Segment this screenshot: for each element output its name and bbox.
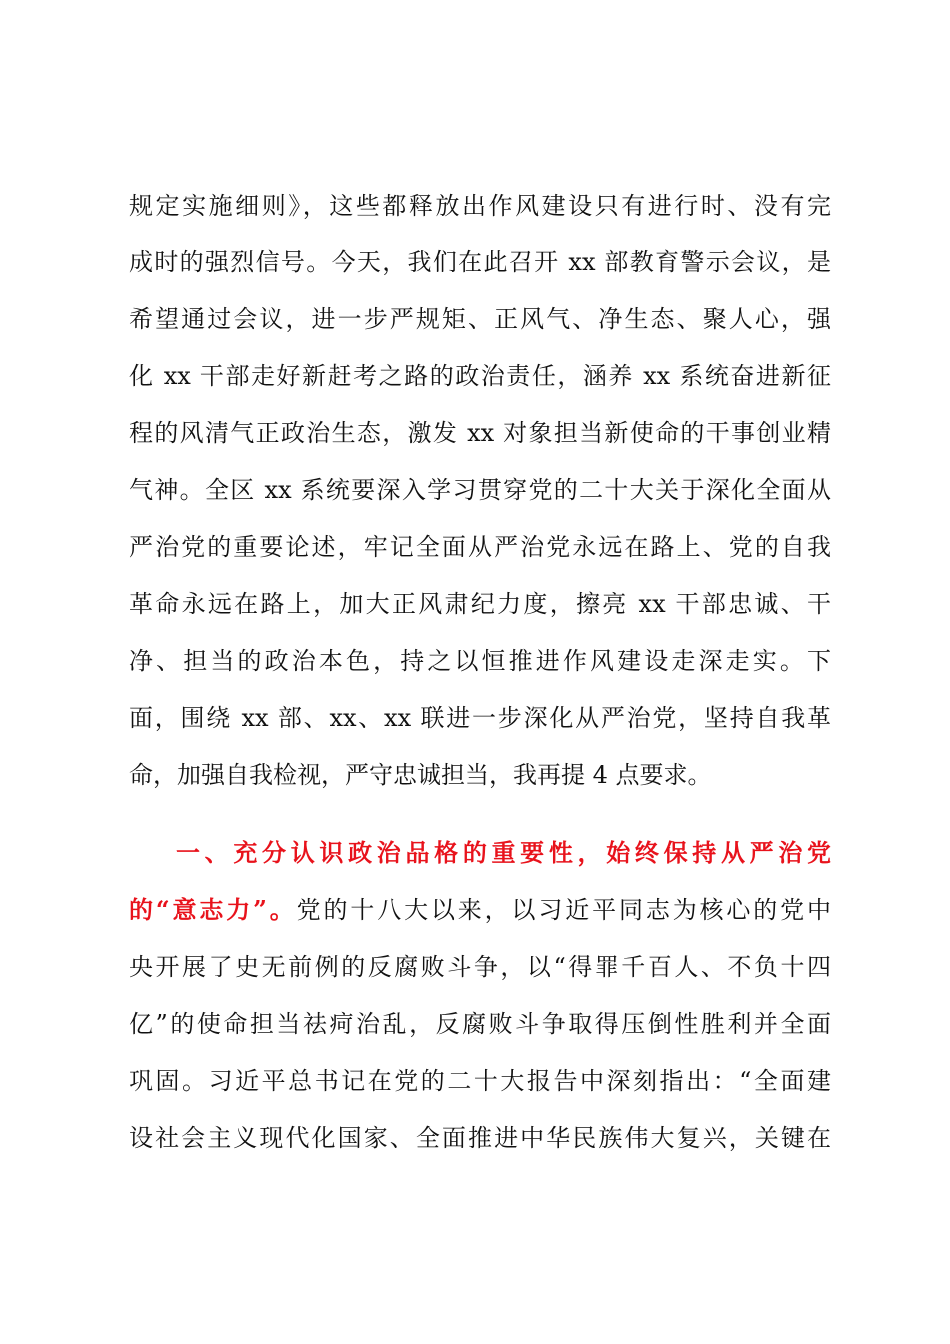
body-line: 化 xx 干部走好新赶考之路的政治责任，涵养 xx 系统奋进新征 [129,362,831,390]
section-heading: 一、充分认识政治品格的重要性，始终保持从严治党 [176,838,831,867]
section-heading-end: 的“意志力”。 [129,895,297,924]
body-line: 气神。全区 xx 系统要深入学习贯穿党的二十大关于深化全面从 [129,476,831,504]
body-line: 规定实施细则》，这些都释放出作风建设只有进行时、没有完 [129,192,831,220]
body-line: 程的风清气正政治生态，激发 xx 对象担当新使命的干事创业精 [129,419,831,447]
body-line: 央开展了史无前例的反腐败斗争，以“得罪千百人、不负十四 [129,953,831,981]
body-line: 成时的强烈信号。今天，我们在此召开 xx 部教育警示会议，是 [129,248,831,276]
body-line: 希望通过会议，进一步严规矩、正风气、净生态、聚人心，强 [129,305,831,333]
body-line: 净、担当的政治本色，持之以恒推进作风建设走深走实。下 [129,647,831,675]
body-line: 设社会主义现代化国家、全面推进中华民族伟大复兴，关键在 [129,1124,831,1152]
body-line: 严治党的重要论述，牢记全面从严治党永远在路上、党的自我 [129,533,831,561]
heading-continuation-line [129,890,831,930]
body-line: 巩固。习近平总书记在党的二十大报告中深刻指出：“全面建 [129,1067,831,1095]
body-line: 命，加强自我检视，严守忠诚担当，我再提 4 点要求。 [129,761,712,789]
body-line: 亿”的使命担当祛疴治乱，反腐败斗争取得压倒性胜利并全面 [129,1010,831,1038]
body-line: 面，围绕 xx 部、xx、xx 联进一步深化从严治党，坚持自我革 [129,704,831,732]
body-line: 革命永远在路上，加大正风肃纪力度，擦亮 xx 干部忠诚、干 [129,590,831,618]
body-text: 党的十八大以来，以习近平同志为核心的党中 [296,896,832,924]
